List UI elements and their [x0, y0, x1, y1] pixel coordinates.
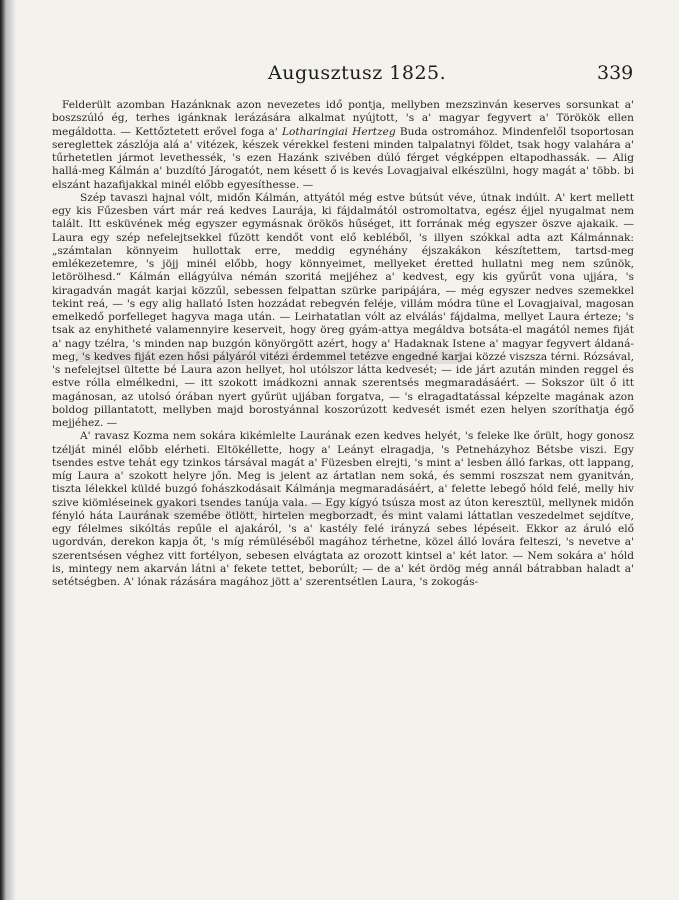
paragraph: Szép tavaszi hajnal vólt, midőn Kálmán, attyától még estve bútsút véve, útnak indúlt. A' kert mellett egy kis Fűzesben várt már reá kedves Laurája, ki fájdalmától ostromoltatva, egész éjjel nyugalmat nem talált. Itt esküvének még egyszer egymásnak örökös hűséget, itt forrának még egyszer öszve ajakaik. — Laura egy szép nefelejtsekkel fűzött kendőt vont elő kebléből, 's illyen szókkal adta azt Kálmánnak: „számtalan könnyeim hullottak erre, meddig egynéhány éjszakákon készítettem, tartsd-meg emlékezetemre, 's jöjj minél előbb, hogy könnyeimet, mellyeket éretted hullatni meg nem szűnök, letörölhesd.“ Kálmán ellágyúlva némán szoritá mejjéhez a' kedvest, egy kis gyűrűt vona ujjára, 's kiragadván magát karjai közzűl, sebessen felpattan szürke paripájára, — még egyszer nedves szemekkel tekint reá, — 's egy alig hallató Isten hozzádat rebegvén feléje, villám módra tüne el Lovagjaival, magosan emelkedő porfelleget hagyva maga után. — Leirhatatlan vólt az elválás' fájdalma, mellyet Laura érteze; 's tsak az enyhitheté valamennyire keserveit, hogy öreg gyám-attya megáldva botsáta-el magától nemes fiját a' nagy tzélra, 's minden nap buzgón könyörgött azért, hogy a' Hadaknak Istene a' magyar fegyvert áldaná-meg, 's kedves fiját ezen hősi pályáról vitézi érdemmel tetézve engedné karjai közzé viszsza térni. Rózsával, 's nefelejtsel ültette bé Laura azon hellyet, hol utólszor látta kedvesét; — ide járt azután minden reggel és estve rólla elmélkedni, — itt szokott imádkozni annak szerentsés megmaradásáért. — Sokszor ült ő itt magánosan, az utolsó órában nyert gyűrüt ujjában forgatva, — 's elragadtatással képzelte magának azon boldog pillantatott, mellyben majd borostyánnal koszorúzott kedvesét ismét ezen helyen szoríthatja égő mejjéhez. —	[52, 191, 634, 429]
italic-name: Lotharingiai Hertzeg	[281, 125, 396, 138]
paragraph-text: Felderült azomban Hazánknak azon nevezetes idő pontja, mellyben mezszinván keserves sorsunkat a' boszszúló ég, terhes igánknak lerázására alkalmat nyújtott, 's a' magyar fegyvert a' Törökök ellen megáldotta. — Kettőztetett erővel foga a'	[52, 99, 634, 138]
binding-shadow	[0, 0, 16, 900]
paragraph	[52, 99, 634, 192]
body-text	[52, 99, 634, 589]
paragraph: A' ravasz Kozma nem sokára kikémlelte Laurának ezen kedves helyét, 's feleke lke őrült, hogy gonosz tzélját minél előbb elérheti. Eltökéllette, hogy a' Leányt elragadja, 's Petneházyhoz Bétsbe viszi. Egy tsendes estve tehát egy tzinkos társával magát a' Füzesben elrejti, 's mint a' lesben álló farkas, ott lappang, míg Laura a' szokott helyre jőn. Meg is jelent az ártatlan nem soká, és semmi roszszat nem gyanitván, tiszta lélekkel küldé buzgó fohászkodásait Kálmánja megmaradásáért, a' felette lebegő hóld felé, melly hiv szive kiömléseinek gyakori tsendes tanúja vala. — Egy kígyó tsúsza most az úton keresztül, mellynek midőn fényló háta Laurának szemébe ötlött, hirtelen megborzadt, és mint valami láttatlan veszedelmet sejdítve, egy félelmes sikóltás repűle el ajakáról, 's a' kastély felé irányzá sebes lépéseit. Ekkor az áruló elő ugordván, derekon kapja őt, 's míg rémüléséből magához térhetne, közel álló lovára felteszi, 's nevetve a' szerentsésen véghez vitt fortélyon, sebesen elvágtata az orozott kintsel a' két lator. — Nem sokára a' hóld is, mintegy nem akarván látni a' fekete tettet, beborúlt; — de a' két ördög még annál bátrabban haladt a' setétségben. A' lónak rázására magához jött a' szerentsétlen Laura, 's zokogás-	[52, 430, 634, 588]
page-number: 339	[597, 62, 634, 84]
running-header	[0, 62, 679, 92]
paragraph-text: Buda ostromához. Mindenfelől tsoportosan sereglettek zászlója alá a' vitézek, készek vérekkel festeni minden talpalatnyi földet, tsak hogy valahára a' tűrhetetlen jármot levethessék, 's ezen Hazánk szivében dúló férget végképpen eltapodhassák. — Alig hallá-meg Kálmán a' buzdító Járogatót, nem késett ő is kevés Lovagjaival elkészülni, hogy magát a' több. bi elszánt hazafijakkal minél előbb egyesíthesse. —	[52, 125, 635, 191]
running-title: Augusztusz 1825.	[268, 62, 447, 84]
